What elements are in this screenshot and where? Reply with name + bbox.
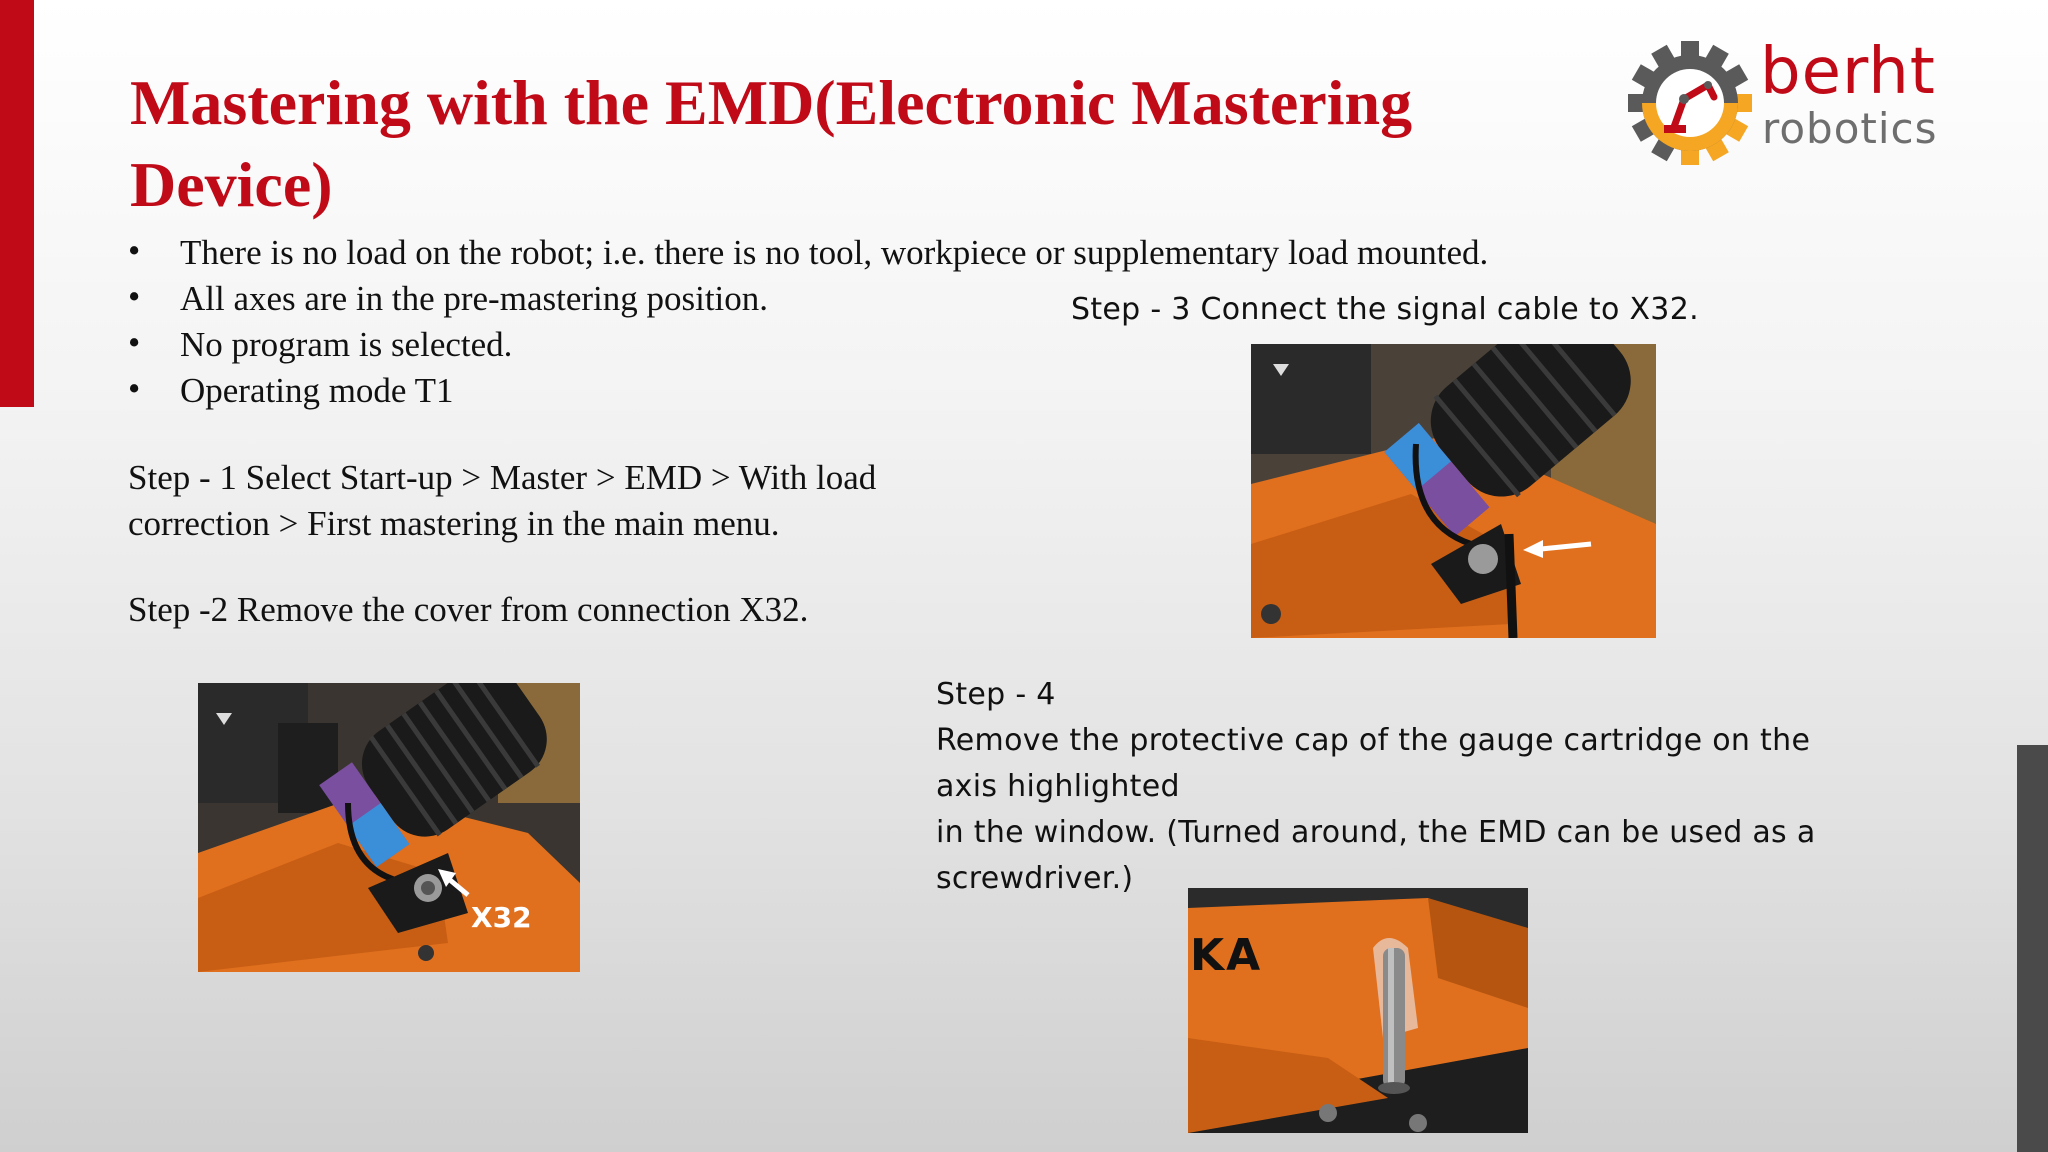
step-2-text: Step -2 Remove the cover from connection X32.: [128, 590, 809, 629]
photo-gauge-cap: [1188, 888, 1528, 1133]
robot-gauge-illustration: [1188, 888, 1528, 1133]
step-1-text: Step - 1 Select Start-up > Master > EMD > With load correction > First mastering in the main menu.: [128, 458, 877, 543]
cap-label: KA: [1190, 930, 1263, 981]
logo-name-bottom: robotics: [1762, 104, 1938, 153]
slide-title: Mastering with the EMD(Electronic Mastering Device): [130, 67, 1413, 220]
right-accent-bar: [2017, 745, 2048, 1152]
robot-cable-illustration: [1251, 344, 1656, 638]
gear-robot-arm-icon: [1625, 38, 1755, 168]
list-item: • All axes are in the pre-mastering position.: [128, 276, 1488, 322]
step-3-text: Step - 3 Connect the signal cable to X32.: [1071, 292, 1699, 327]
step-4-text: [936, 672, 1836, 902]
step-4-line-1: Remove the protective cap of the gauge cartridge on the axis highlighted: [936, 723, 1811, 804]
x32-label: X32: [471, 901, 532, 934]
list-item: • Operating mode T1: [128, 368, 1488, 414]
left-accent-bar: [0, 0, 34, 407]
list-item: • No program is selected.: [128, 322, 1488, 368]
list-item: • There is no load on the robot; i.e. there is no tool, workpiece or supplementary load mounted.: [128, 230, 1488, 276]
photo-signal-cable: [1251, 344, 1656, 638]
photo-x32-cover: [198, 683, 580, 972]
step-4-line-2: in the window. (Turned around, the EMD can be used as a screwdriver.): [936, 815, 1816, 896]
berht-robotics-logo: [1625, 35, 1975, 168]
step-4-heading: Step - 4: [936, 677, 1056, 712]
logo-name-top: berht: [1760, 35, 1936, 109]
